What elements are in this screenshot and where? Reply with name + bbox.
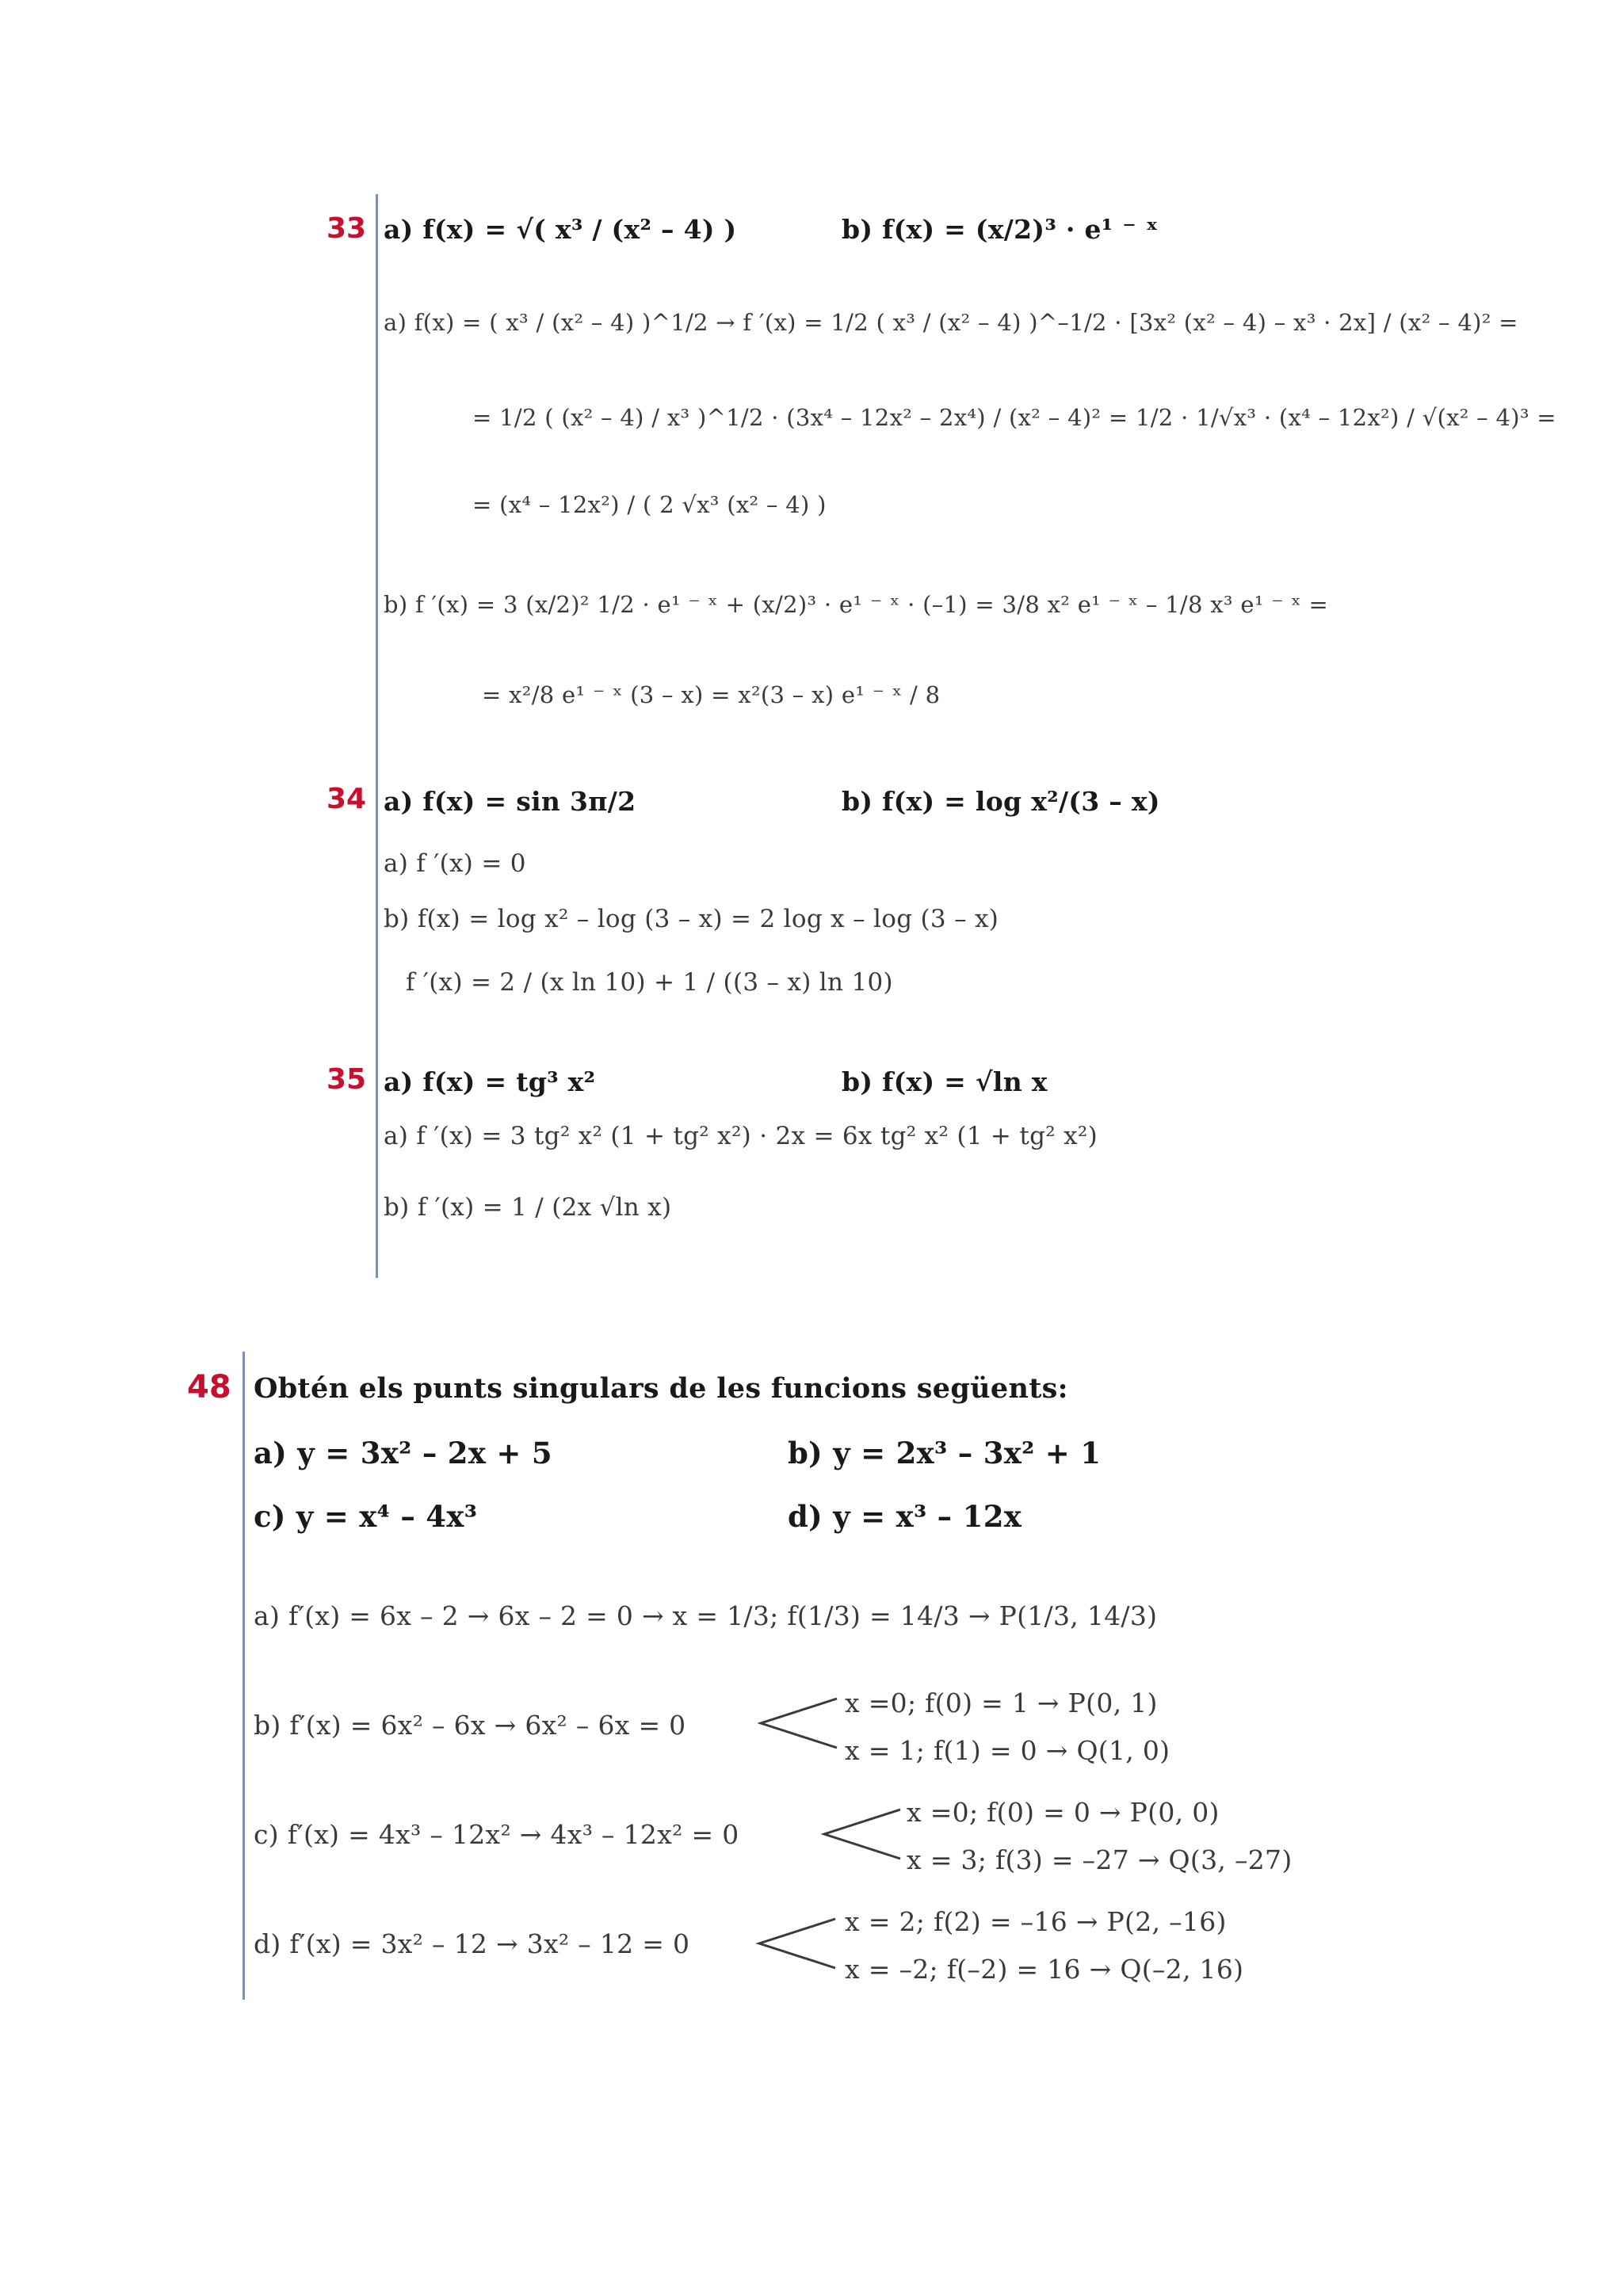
ex48-question-b: b) y = 2x³ – 3x² + 1 [788,1436,1102,1470]
ex33-solution-line-5: = x²/8 e¹ ⁻ ˣ (3 – x) = x²(3 – x) e¹ ⁻ ˣ / 8 [482,681,941,708]
branch-brace [756,1916,839,1971]
exercise-rule [242,1352,245,2000]
ex48-answer-d: d) f′(x) = 3x² – 12 → 3x² – 12 = 0 [254,1928,690,1959]
ex48-title: Obtén els punts singulars de les funcions següents: [254,1372,1068,1405]
exercise-number-48: 48 [187,1369,231,1405]
ex33-solution-line-1: a) f(x) = ( x³ / (x² – 4) )^1/2 → f ′(x) = 1/2 ( x³ / (x² – 4) )^–1/2 · [3x² (x² – 4) – x³ · 2x] / (x² – 4)² = [384,309,1518,336]
exercise-number-35: 35 [327,1063,367,1096]
ex48-answer-c-case-1: x =0; f(0) = 0 → P(0, 0) [907,1797,1220,1828]
branch-brace [821,1806,904,1862]
ex48-answer-a: a) f′(x) = 6x – 2 → 6x – 2 = 0 → x = 1/3; f(1/3) = 14/3 → P(1/3, 14/3) [254,1600,1158,1631]
ex33-question-b: b) f(x) = (x/2)³ · e¹ ⁻ ˣ [842,214,1159,245]
ex48-answer-c: c) f′(x) = 4x³ – 12x² → 4x³ – 12x² = 0 [254,1819,739,1850]
ex34-question-a: a) f(x) = sin 3π/2 [384,786,636,817]
ex48-question-c: c) y = x⁴ – 4x³ [254,1499,478,1534]
ex33-solution-line-2: = 1/2 ( (x² – 4) / x³ )^1/2 · (3x⁴ – 12x² – 2x⁴) / (x² – 4)² = 1/2 · 1/√x³ · (x⁴ – 12x²) / √(x² – 4)³ = [472,404,1556,431]
ex35-question-a: a) f(x) = tg³ x² [384,1066,596,1097]
ex34-question-b: b) f(x) = log x²/(3 – x) [842,786,1160,817]
ex33-solution-line-4: b) f ′(x) = 3 (x/2)² 1/2 · e¹ ⁻ ˣ + (x/2)³ · e¹ ⁻ ˣ · (–1) = 3/8 x² e¹ ⁻ ˣ – 1/8 x³ e¹ ⁻ ˣ = [384,591,1329,618]
exercise-rule [376,194,378,1278]
ex48-question-a: a) y = 3x² – 2x + 5 [254,1436,552,1470]
ex48-answer-d-case-1: x = 2; f(2) = –16 → P(2, –16) [845,1906,1227,1937]
ex48-answer-d-case-2: x = –2; f(–2) = 16 → Q(–2, 16) [845,1954,1244,1985]
ex33-question-a: a) f(x) = √( x³ / (x² – 4) ) [384,214,737,245]
ex48-answer-b-case-2: x = 1; f(1) = 0 → Q(1, 0) [845,1735,1170,1766]
ex48-answer-b-case-1: x =0; f(0) = 1 → P(0, 1) [845,1688,1158,1718]
ex34-solution-line-1: a) f ′(x) = 0 [384,849,526,878]
ex35-question-b: b) f(x) = √ln x [842,1066,1048,1097]
ex48-question-d: d) y = x³ – 12x [788,1499,1022,1534]
ex35-solution-line-1: a) f ′(x) = 3 tg² x² (1 + tg² x²) · 2x = 6x tg² x² (1 + tg² x²) [384,1122,1098,1150]
ex48-answer-c-case-2: x = 3; f(3) = –27 → Q(3, –27) [907,1844,1293,1875]
ex33-solution-line-3: = (x⁴ – 12x²) / ( 2 √x³ (x² – 4) ) [472,491,827,518]
ex34-solution-line-3: f ′(x) = 2 / (x ln 10) + 1 / ((3 – x) ln 10) [406,968,893,997]
ex34-solution-line-2: b) f(x) = log x² – log (3 – x) = 2 log x – log (3 – x) [384,905,999,933]
ex48-answer-b: b) f′(x) = 6x² – 6x → 6x² – 6x = 0 [254,1710,686,1741]
exercise-number-33: 33 [327,212,367,245]
exercise-number-34: 34 [327,783,367,815]
branch-brace [758,1695,841,1751]
ex35-solution-line-2: b) f ′(x) = 1 / (2x √ln x) [384,1193,672,1222]
